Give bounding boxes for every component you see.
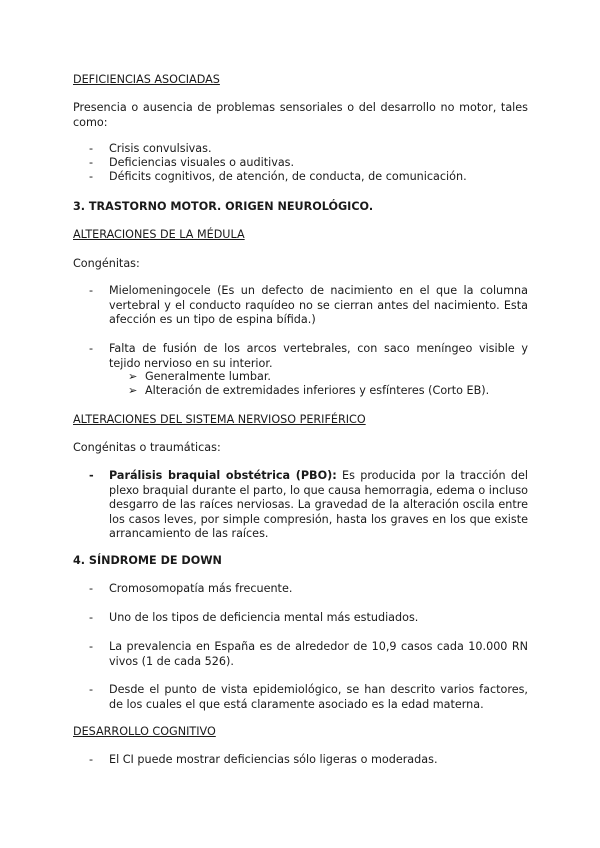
heading-periferico: ALTERACIONES DEL SISTEMA NERVIOSO PERIFÉRICO [73,413,366,426]
list-item-text: Déficits cognitivos, de atención, de conducta, de comunicación. [109,170,467,183]
heading-sindrome-down: 4. SÍNDROME DE DOWN [73,554,222,567]
list-item-text: El CI puede mostrar deficiencias sólo ligeras o moderadas. [109,753,438,766]
list-item-text: Mielomeningocele (Es un defecto de nacimiento en el que la columna vertebral y el conducto raquídeo no se cierran antes del nacimiento. Esta afección es un tipo de espina bífida.) [109,284,528,327]
pbo-description: Es producida por la tracción del plexo braquial durante el parto, lo que causa hemorragia, edema o incluso desgarro de las raíces nerviosas. La gravedad de la alteración oscila entre los casos leves, por simple compresión, hasta los graves en los que existe arrancamiento de las raíces. [109,469,528,541]
dash-bullet: - [89,611,94,624]
dash-bullet: - [89,683,94,696]
list-item-text: Falta de fusión de los arcos vertebrales, con saco meníngeo visible y tejido nervioso en su interior. [109,342,528,370]
heading-medula: ALTERACIONES DE LA MÉDULA [73,228,245,241]
list-item-text: Desde el punto de vista epidemiológico, se han descrito varios factores, de los cuales el que está claramente asociado es la edad materna. [109,683,528,711]
heading-trastorno-motor: 3. TRASTORNO MOTOR. ORIGEN NEUROLÓGICO. [73,200,374,213]
sub-list-item-text: Alteración de extremidades inferiores y esfínteres (Corto EB). [145,384,490,397]
dash-bullet: - [89,170,94,183]
dash-bullet: - [89,640,94,653]
list-item-text: Crisis convulsivas. [109,142,212,155]
pbo-term: Parálisis braquial obstétrica (PBO): [109,469,337,482]
sub-list-item-text: Generalmente lumbar. [145,370,271,383]
dash-bullet: - [89,342,94,355]
paragraph-medula-intro: Congénitas: [73,257,140,270]
dash-bullet: - [89,284,94,297]
list-item-text: Uno de los tipos de deficiencia mental más estudiados. [109,611,419,624]
arrow-bullet-icon: ➢ [128,384,138,397]
paragraph-deficiencias-intro: Presencia o ausencia de problemas sensoriales o del desarrollo no motor, tales como: [73,101,528,129]
heading-deficiencias: DEFICIENCIAS ASOCIADAS [73,73,220,86]
arrow-bullet-icon: ➢ [128,370,138,383]
dash-bullet: - [89,469,94,482]
list-item-text [109,469,528,542]
dash-bullet: - [89,156,94,169]
heading-desarrollo-cognitivo: DESARROLLO COGNITIVO [73,725,216,738]
paragraph-periferico-intro: Congénitas o traumáticas: [73,441,221,454]
list-item-text: La prevalencia en España es de alrededor de 10,9 casos cada 10.000 RN vivos (1 de cada 526). [109,640,528,668]
dash-bullet: - [89,582,94,595]
list-item-text: Cromosomopatía más frecuente. [109,582,293,595]
list-item-text: Deficiencias visuales o auditivas. [109,156,295,169]
dash-bullet: - [89,142,94,155]
dash-bullet: - [89,753,94,766]
